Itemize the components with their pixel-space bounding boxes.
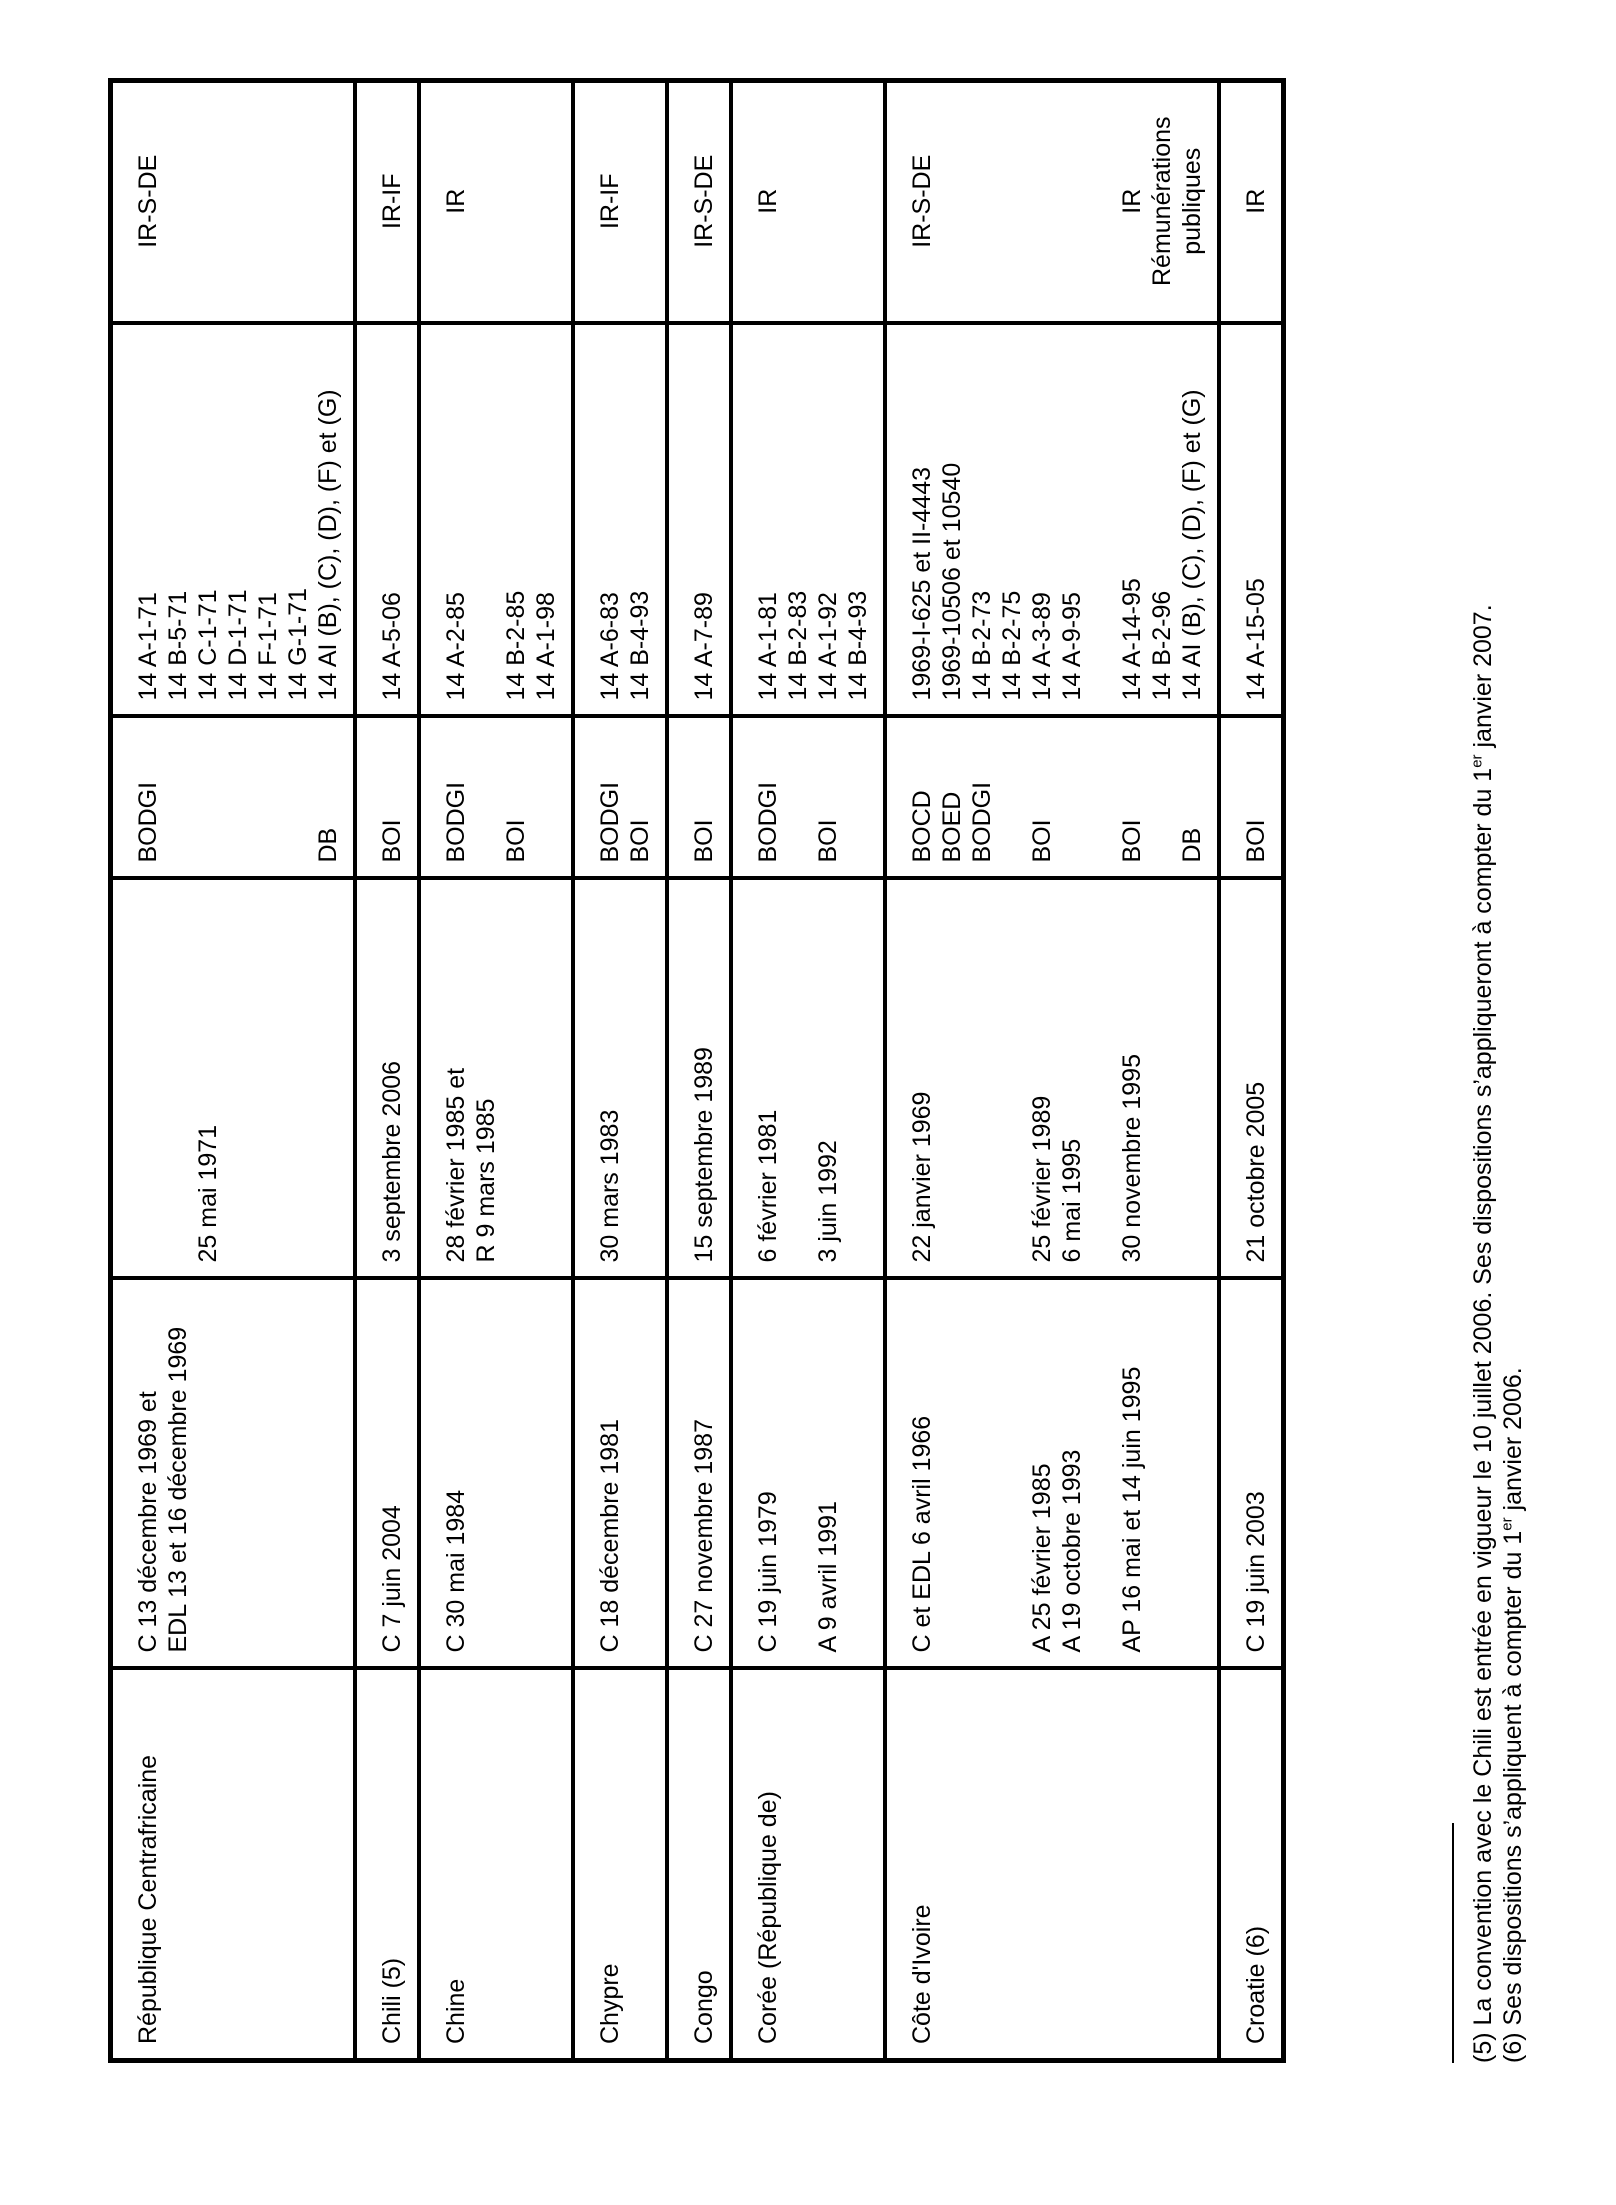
entry-into-force-cell	[1219, 879, 1284, 1279]
cell-line: C 30 mai 1984	[442, 1489, 470, 1653]
cell-line: EDL 13 et 16 décembre 1969	[164, 1326, 192, 1653]
country-cell	[731, 1669, 885, 2061]
cell-line: 14 A-3-89	[1028, 592, 1056, 701]
cell-spacer	[937, 95, 967, 308]
taxes-cell	[355, 81, 419, 324]
cell-line: 14 B-4-93	[626, 590, 654, 701]
cell-line: C 7 juin 2004	[378, 1505, 406, 1653]
cell-line: 25 mai 1971	[194, 1124, 222, 1263]
bulletin-cell	[731, 717, 885, 879]
cell-line: 14 A-7-89	[690, 592, 718, 701]
cell-line: BOI	[626, 819, 654, 863]
bulletin-cell	[1219, 717, 1284, 879]
reference-cell	[111, 324, 356, 717]
table-row	[731, 81, 885, 2061]
cell-spacer	[997, 1293, 1027, 1653]
cell-line: BODGI	[968, 781, 996, 863]
cell-line: publiques	[1178, 147, 1206, 255]
entry-into-force-cell	[111, 879, 356, 1279]
cell-line: IR	[1242, 188, 1270, 214]
cell-line: 30 novembre 1995	[1118, 1054, 1146, 1263]
instrument-cell	[419, 1279, 573, 1669]
table-row	[667, 81, 731, 2061]
cell-spacer	[783, 1293, 813, 1653]
instrument-cell	[355, 1279, 419, 1669]
bulletin-cell	[355, 717, 419, 879]
cell-line: BODGI	[754, 781, 782, 863]
cell-line: 14 A-6-83	[596, 592, 624, 701]
cell-line: DB	[314, 827, 342, 863]
cell-line: BODGI	[134, 781, 162, 863]
cell-line: 22 janvier 1969	[908, 1091, 936, 1263]
cell-line: Chine	[442, 1978, 470, 2044]
taxes-cell	[419, 81, 573, 324]
bulletin-cell	[885, 717, 1219, 879]
cell-line: 30 mars 1983	[596, 1109, 624, 1263]
taxes-cell	[731, 81, 885, 324]
cell-spacer	[223, 731, 253, 863]
cell-line: 14 G-1-71	[284, 587, 312, 701]
cell-line: 6 février 1981	[754, 1109, 782, 1263]
cell-spacer	[471, 731, 501, 863]
cell-line: 14 D-1-71	[224, 589, 252, 701]
cell-line: BOI	[1242, 819, 1270, 863]
cell-line: DB	[1178, 827, 1206, 863]
bulletin-cell	[419, 717, 573, 879]
cell-spacer	[253, 731, 283, 863]
cell-line: BOI	[814, 819, 842, 863]
cell-line: AP 16 mai et 14 juin 1995	[1118, 1366, 1146, 1653]
entry-into-force-cell	[885, 879, 1219, 1279]
cell-line: République Centrafricaine	[134, 1754, 162, 2044]
country-cell	[355, 1669, 419, 2061]
cell-line: 6 mai 1995	[1058, 1138, 1086, 1263]
cell-line: 14 A-1-92	[814, 592, 842, 701]
cell-line: BOI	[378, 819, 406, 863]
cell-spacer	[1147, 731, 1177, 863]
cell-line: 14 A-2-85	[442, 592, 470, 701]
cell-spacer	[1087, 1293, 1117, 1653]
country-cell	[667, 1669, 731, 2061]
cell-line: 14 B-5-71	[164, 590, 192, 701]
cell-line: C 18 décembre 1981	[596, 1419, 624, 1653]
bulletin-cell	[573, 717, 667, 879]
cell-spacer	[1087, 95, 1117, 308]
cell-line: Croatie (6)	[1242, 1925, 1270, 2044]
reference-cell	[573, 324, 667, 717]
taxes-cell	[1219, 81, 1284, 324]
cell-line: Chypre	[596, 1963, 624, 2044]
cell-spacer	[1057, 95, 1087, 308]
reference-cell	[667, 324, 731, 717]
cell-line: 14 A-15-05	[1242, 578, 1270, 701]
cell-line: 14 A-1-71	[134, 592, 162, 701]
cell-line: 25 février 1989	[1028, 1095, 1056, 1263]
footnote-5-text-end: janvier 2007.	[1469, 604, 1497, 755]
cell-line: 28 février 1985 et	[442, 1067, 470, 1263]
cell-spacer	[1087, 338, 1117, 701]
cell-line: 14 B-4-93	[844, 590, 872, 701]
cell-spacer	[997, 731, 1027, 863]
reference-cell	[419, 324, 573, 717]
cell-line: Corée (République de)	[754, 1791, 782, 2044]
cell-line: IR-S-DE	[134, 154, 162, 248]
cell-line: IR-S-DE	[690, 154, 718, 248]
table-body	[111, 81, 1284, 2061]
cell-line: 15 septembre 1989	[690, 1047, 718, 1263]
country-cell	[573, 1669, 667, 2061]
cell-spacer	[1087, 731, 1117, 863]
table-row	[885, 81, 1219, 2061]
entry-into-force-cell	[731, 879, 885, 1279]
cell-line: BOI	[1118, 819, 1146, 863]
cell-line: Congo	[690, 1970, 718, 2044]
cell-spacer	[133, 893, 163, 1263]
cell-line: C et EDL 6 avril 1966	[908, 1415, 936, 1653]
cell-line: IR	[442, 188, 470, 214]
cell-line: 14 AI (B), (C), (D), (F) et (G)	[1178, 389, 1206, 701]
cell-line: 14 F-1-71	[254, 592, 282, 701]
cell-line: BOI	[1028, 819, 1056, 863]
footnote-6-text-end: janvier 2006.	[1499, 1367, 1527, 1518]
cell-line: 14 A-5-06	[378, 592, 406, 701]
cell-spacer	[1027, 95, 1057, 308]
instrument-cell	[667, 1279, 731, 1669]
cell-line: BOI	[502, 819, 530, 863]
cell-line: 14 B-2-96	[1148, 590, 1176, 701]
cell-line: 3 juin 1992	[814, 1140, 842, 1263]
cell-line: 14 AI (B), (C), (D), (F) et (G)	[314, 389, 342, 701]
cell-line: 1969-10506 et 10540	[938, 462, 966, 701]
cell-spacer	[967, 1293, 997, 1653]
table-row	[355, 81, 419, 2061]
instrument-cell	[731, 1279, 885, 1669]
reference-cell	[1219, 324, 1284, 717]
taxes-cell	[111, 81, 356, 324]
footnote-5	[1468, 113, 1498, 2063]
cell-spacer	[163, 731, 193, 863]
cell-line: 14 B-2-73	[968, 590, 996, 701]
footnote-5-text: (5) La convention avec le Chili est entrée en vigueur le 10 juillet 2006. Ses dispositions s’appliqueront à compter du 1	[1469, 767, 1497, 2063]
entry-into-force-cell	[573, 879, 667, 1279]
cell-spacer	[783, 893, 813, 1263]
cell-line: 14 A-9-95	[1058, 592, 1086, 701]
cell-line: 1969-I-625 et II-4443	[908, 467, 936, 701]
reference-cell	[731, 324, 885, 717]
footnote-6	[1498, 113, 1528, 2063]
cell-spacer	[967, 95, 997, 308]
conventions-table	[108, 78, 1286, 2063]
taxes-cell	[573, 81, 667, 324]
taxes-cell	[885, 81, 1219, 324]
cell-spacer	[163, 893, 193, 1263]
footnote-6-superscript: er	[1498, 1517, 1516, 1531]
cell-line: 14 A-14-95	[1118, 578, 1146, 701]
cell-line: Rémunérations	[1148, 116, 1176, 287]
cell-spacer	[1087, 893, 1117, 1263]
cell-line: BODGI	[596, 781, 624, 863]
cell-line: R 9 mars 1985	[472, 1098, 500, 1263]
cell-spacer	[937, 893, 967, 1263]
footnote-separator	[1452, 1823, 1454, 2063]
entry-into-force-cell	[355, 879, 419, 1279]
country-cell	[111, 1669, 356, 2061]
instrument-cell	[885, 1279, 1219, 1669]
country-cell	[419, 1669, 573, 2061]
table-row	[1219, 81, 1284, 2061]
cell-line: BOI	[690, 819, 718, 863]
cell-line: 21 octobre 2005	[1242, 1081, 1270, 1263]
cell-line: C 19 juin 1979	[754, 1491, 782, 1653]
cell-spacer	[997, 893, 1027, 1263]
footnote-5-superscript: er	[1468, 754, 1486, 768]
cell-spacer	[783, 731, 813, 863]
cell-spacer	[1057, 731, 1087, 863]
cell-line: A 25 février 1985	[1028, 1463, 1056, 1653]
cell-line: IR-IF	[378, 173, 406, 230]
cell-line: 14 B-2-83	[784, 590, 812, 701]
instrument-cell	[111, 1279, 356, 1669]
instrument-cell	[573, 1279, 667, 1669]
footnotes	[1468, 113, 1528, 2063]
footnote-6-text: (6) Ses dispositions s’appliquent à compter du 1	[1499, 1530, 1527, 2063]
cell-line: C 19 juin 2003	[1242, 1491, 1270, 1653]
cell-spacer	[283, 731, 313, 863]
cell-line: Côte d'Ivoire	[908, 1904, 936, 2044]
instrument-cell	[1219, 1279, 1284, 1669]
cell-spacer	[471, 338, 501, 701]
cell-line: IR	[754, 188, 782, 214]
cell-line: BOED	[938, 791, 966, 863]
cell-line: IR-S-DE	[908, 154, 936, 248]
cell-spacer	[997, 95, 1027, 308]
cell-line: Chili (5)	[378, 1957, 406, 2044]
cell-spacer	[193, 731, 223, 863]
cell-line: C 27 novembre 1987	[690, 1419, 718, 1653]
cell-line: 14 A-1-98	[532, 592, 560, 701]
bulletin-cell	[667, 717, 731, 879]
cell-line: 14 A-1-81	[754, 592, 782, 701]
cell-spacer	[937, 1293, 967, 1653]
cell-line: IR	[1118, 188, 1146, 214]
country-cell	[1219, 1669, 1284, 2061]
cell-line: 14 B-2-85	[502, 590, 530, 701]
cell-line: 3 septembre 2006	[378, 1060, 406, 1263]
entry-into-force-cell	[419, 879, 573, 1279]
cell-spacer	[967, 893, 997, 1263]
table-row	[573, 81, 667, 2061]
cell-line: IR-IF	[596, 173, 624, 230]
taxes-cell	[667, 81, 731, 324]
cell-line: C 13 décembre 1969 et	[134, 1391, 162, 1653]
cell-line: A 9 avril 1991	[814, 1501, 842, 1653]
entry-into-force-cell	[667, 879, 731, 1279]
table-row	[111, 81, 356, 2061]
cell-line: A 19 octobre 1993	[1058, 1449, 1086, 1653]
cell-line: BOCD	[908, 790, 936, 863]
country-cell	[885, 1669, 1219, 2061]
cell-line: BODGI	[442, 781, 470, 863]
reference-cell	[885, 324, 1219, 717]
reference-cell	[355, 324, 419, 717]
table-row	[419, 81, 573, 2061]
cell-line: 14 C-1-71	[194, 589, 222, 701]
cell-line: 14 B-2-75	[998, 590, 1026, 701]
bulletin-cell	[111, 717, 356, 879]
